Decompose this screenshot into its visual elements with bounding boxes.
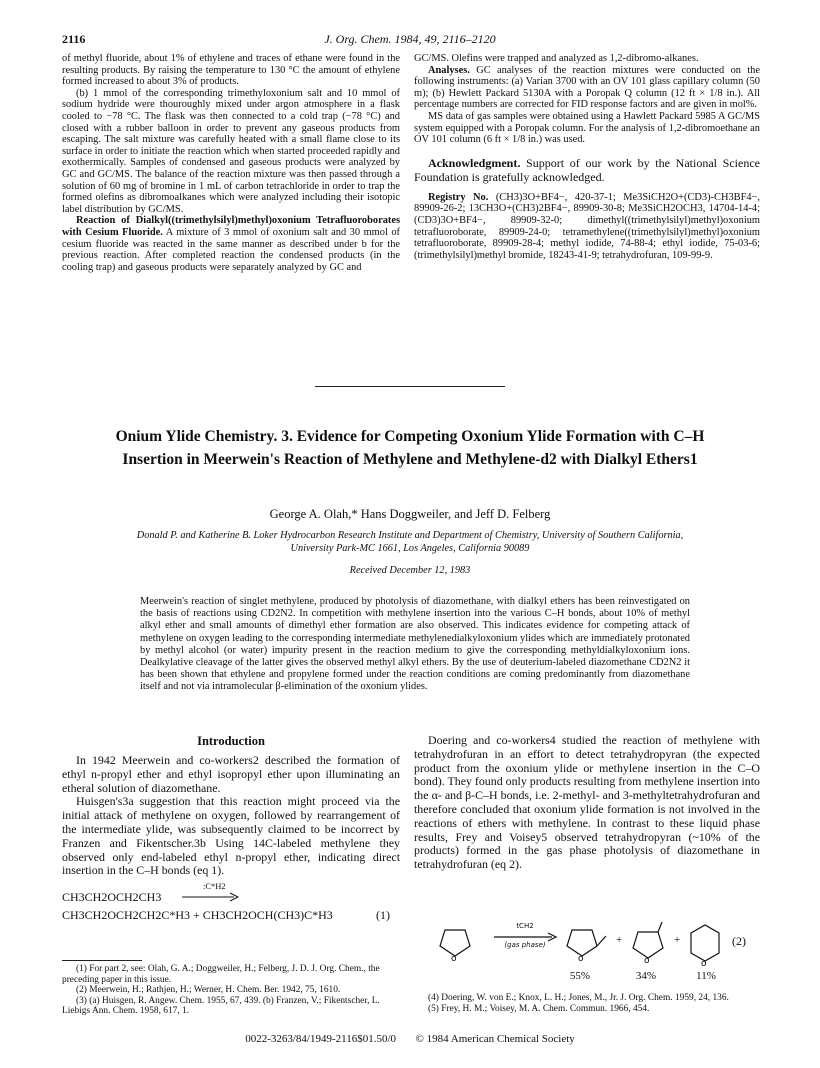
svg-text:o: o [451,954,457,962]
paragraph: Huisgen's3a suggestion that this reaction might proceed via the initial attack of methylene on oxygen, followed by rearrangement of the intermediate ylide, was subsequently claimed to be incorrect by Franzen and Fikentscher.3b Using 14C-labeled methylene they observed only end-labeled ethyl n-propyl ether, indicating direct insertion in the C–H bonds (eq 1). [62,794,400,878]
paragraph: In 1942 Meerwein and co-workers2 described the formation of ethyl n-propyl ether and ethyl isopropyl ether upon illuminating an etheral solution of diazomethane. [62,753,400,795]
affiliation: Donald P. and Katherine B. Loker Hydrocarbon Research Institute and Department of Chemistry, University of Southern California, University Park-MC 1661, Los Angeles, California 90089 [136,530,684,554]
previous-article-right-column [414,53,760,261]
yield-label: 55% [569,970,591,982]
footnote: (1) For part 2, see: Olah, G. A.; Doggweiler, H.; Felberg, J. D. J. Org. Chem., the preceding paper in this issue. [62,964,380,985]
tetrahydrofuran-structure [434,926,476,962]
svg-text:o: o [644,956,650,964]
reaction-arrow [180,892,240,902]
registry-numbers: Registry No. (CH3)3O+BF4−, 420-37-1; Me3SiCH2O+(CD3)-CH3BF4−, 89909-26-2; 13CH3O+(CH3)2BF4−, 89909-30-8; Me3SiCH2OCH3, 14704-14-4; (CD3)3O+BF4−, 89909-32-0; dimethyl((trimethylsilyl)methyl)oxonium tetrafluoroborate, 89909-24-0; tetramethylene((trimethylsilyl)methyl)oxonium tetrafluoroborate, 89909-28-4; methyl iodide, 74-88-4; ethyl iodide, 75-03-6; (trimethylsilyl)methyl bromide, 18243-41-9; tetrahydrofuran, 109-99-9. [414,191,761,261]
footnote: (3) (a) Huisgen, R. Angew. Chem. 1955, 67, 439. (b) Franzen, V.; Fikentscher, L. Liebigs Ann. Chem. 1958, 617, 1. [62,995,380,1017]
equation-2-number: (2) [732,934,746,948]
plus-sign: + [674,934,681,946]
equation-1-products: CH3CH2OCH2CH2C*H3 + CH3CH2OCH(CH3)C*H3 [62,908,333,922]
page-footer [0,1033,820,1045]
plus-sign: + [616,934,623,946]
paragraph: Reaction of Dialkyl((trimethylsilyl)methyl)oxonium Tetrafluoroborates with Cesium Fluoride. A mixture of 3 mmol of oxonium salt and 30 mmol of cesium fluoride was reacted in the same manner as described under b for the previous reaction. After completed reaction the condensed products (in the cooling trap) and gaseous products were separately analyzed by GC and [62,215,400,273]
abstract: Meerwein's reaction of singlet methylene, produced by photolysis of diazomethane, with dialkyl ethers has been reinvestigated on the basis of reactions using CD2N2. In competition with methylene insertion into the various C–H bonds, about 10% of methyl alkyl ether and small amounts of dimethyl ether formation are also observed. This indicates evidence for competing attack of methylene on oxygen leading to the corresponding intermediate methylenedialkyloxonium ylides which are immediately protonated by methyl alcohol (or water) impurity present in the reaction medium to give the corresponding methyldialkyloxonium ions. Dealkylative cleavage of the latter gives the observed methyl alkyl ethers. By the use of deuterium-labeled diazomethane CD2N2 it has been shown that ethylene and propylene formed under the reaction conditions are coming predominantly from diazomethane itself and not via intramolecular β-elimination of the oxonium ylides. [140,596,690,693]
page-number: 2116 [62,32,86,46]
article-separator [315,386,505,387]
copyright: © 1984 American Chemical Society [415,1033,575,1045]
introduction-left-column [62,754,400,878]
section-heading: Analyses. [428,64,470,76]
footnotes-left [62,964,400,1017]
svg-text:o: o [701,959,707,966]
equation-1-number: (1) [376,908,390,922]
introduction-heading: Introduction [197,734,265,748]
equation-2-scheme [430,920,760,990]
authors: George A. Olah,* Hans Doggweiler, and Jeff D. Felberg [269,507,551,521]
footnote: (2) Meerwein, H.; Rathjen, H.; Werner, H. Chem. Ber. 1942, 75, 1610. [76,985,341,996]
acknowledgment: Acknowledgment. Support of our work by the National Science Foundation is gratefully acknowledged. [414,155,760,184]
3-methyltetrahydrofuran-structure [628,920,670,964]
paragraph: MS data of gas samples were obtained using a Hawlett Packard 5985 A GC/MS system equipped with a Poropak column. For the analysis of 1,2-dibromoethane an OV 101 column (6 ft × 1/8 in.) was used. [414,110,760,146]
footnotes-right [414,993,760,1014]
paragraph: Doering and co-workers4 studied the reaction of methylene with tetrahydrofuran in an effort to detect tetrahydropyran (the expected product from the oxonium ylide or methylene insertion in the C–O bond). They found only products resulting from methylene insertion into the α- and β-C–H bonds, i.e. 2-methyl- and 3-methyltetrahydrofuran and therefore concluded that oxonium ylide formation is not involved in the reactions of ethers with methylene. In contrast to these liquid phase results, Frey and Voisey5 observed tetrahydropyran (~10% of the products) formed in the gas phase photolysis of diazomethane in tetrahydrofuran (eq 2). [414,733,760,872]
equation-1 [62,880,400,930]
running-header: J. Org. Chem. 1984, 49, 2116–2120 [324,32,496,46]
received-date: Received December 12, 1983 [349,565,471,576]
paragraph: Analyses. GC analyses of the reaction mixtures were conducted on the following instruments: (a) Varian 3700 with an OV 101 glass capillary column (50 m); (b) Hewlett Packard 5130A with a Poropak Q column (12 ft × 1/8 in.). All percentage numbers are corrected for FID response factors and are given in mol%. [414,64,760,111]
footnote: (5) Frey, H. M.; Voisey, M. A. Chem. Commun. 1966, 454. [428,1003,650,1014]
footnote-rule [62,960,142,961]
tetrahydropyran-structure [685,920,727,966]
svg-text:o: o [578,954,584,962]
yield-label: 34% [635,970,657,982]
introduction-right-column [414,734,760,872]
paragraph: of methyl fluoride, about 1% of ethylene and traces of ethane were found in the resulting products. By raising the temperature to 130 °C the amount of ethylene formed increased to about 3% of products. [62,53,400,88]
section-heading: Reaction of Dialkyl((trimethylsilyl)methyl)oxonium Tetrafluoroborates with Cesium Fluoride. [62,215,400,238]
equation-2-reagent: tCH2 [516,922,534,930]
footnote: (4) Doering, W. von E.; Knox, L. H.; Jones, M., Jr. J. Org. Chem. 1959, 24, 136. [428,993,729,1003]
equation-2-condition: (gas phase) [504,941,546,949]
equation-1-reactant: CH3CH2OCH2CH3 [62,890,162,904]
article-code: 0022-3263/84/1949-2116$01.50/0 [245,1033,397,1045]
equation-1-reagent: :C*H2 [203,881,226,891]
paragraph: GC/MS. Olefins were trapped and analyzed as 1,2-dibromo-alkanes. [414,53,699,64]
yield-label: 11% [696,970,716,982]
previous-article-left-column [62,53,400,273]
2-methyltetrahydrofuran-structure [562,924,608,962]
paragraph: (b) 1 mmol of the corresponding trimethyloxonium salt and 10 mmol of sodium hydride were thouroughly mixed under argon atmosphere in a flask cooled to −78 °C. The flask was then connected to a cold trap (−78 °C) and closed with a rubber balloon in order to prevent any gaseous products from escaping. The salt mixture was carefully heated with a small flame close to its surface in order to initiate the reaction which when started proceeded rapidly and exothermically. Samples of condensed and gaseous products were analyzed by GC and GC/MS. The balance of the reaction mixture was then passed through a solution of 60 mg of bromine in 1 mL of carbon tetrachloride in order to trap the formed olefins as dibromoalkanes which were analyzed including their isotopic label distribution by GC/MS. [62,87,400,215]
article-title: Onium Ylide Chemistry. 3. Evidence for Competing Oxonium Ylide Formation with C–H Insertion in Meerwein's Reaction of Methylene and Methylene-d2 with Dialkyl Ethers1 [115,428,705,468]
